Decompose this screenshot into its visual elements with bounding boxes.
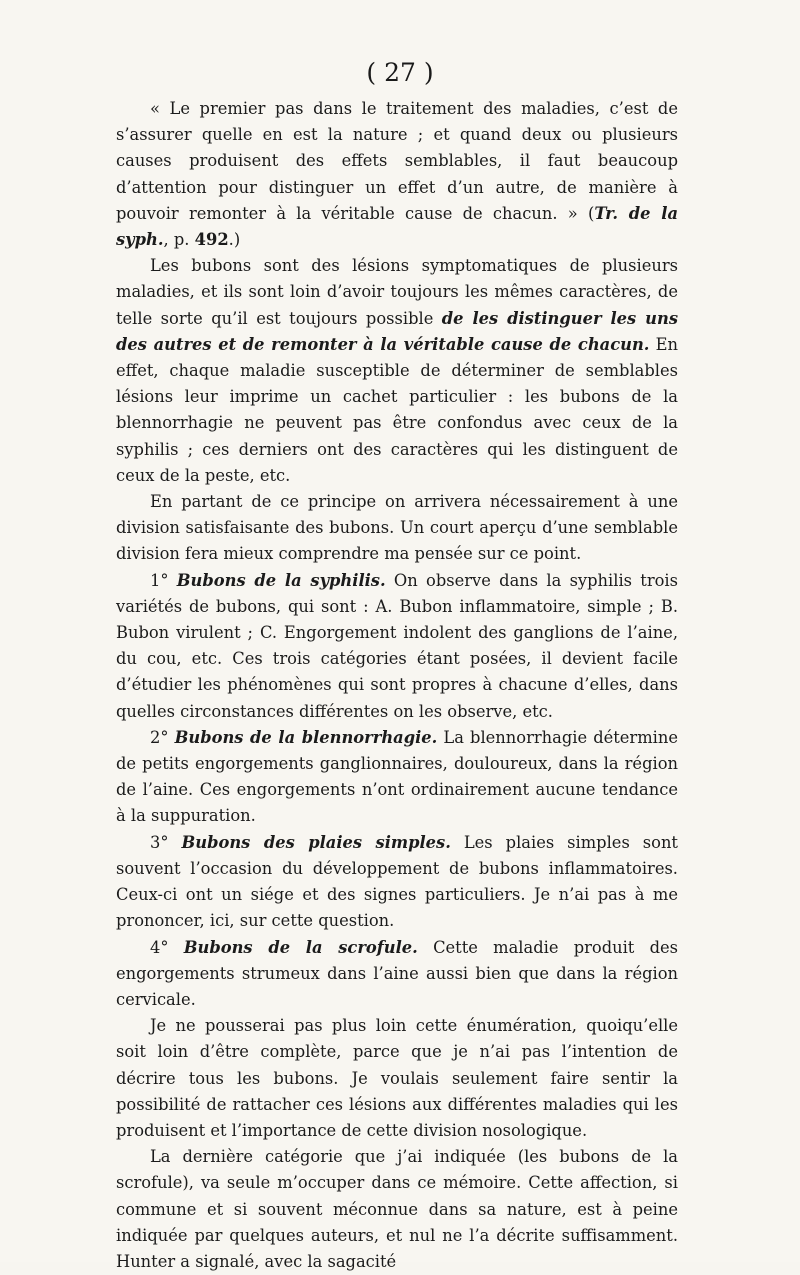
paragraph-division [116, 489, 678, 568]
page-number: ( 27 ) [366, 58, 434, 87]
text-run: « Le premier pas dans le traitement des maladies, c’est de s’assurer quelle en est la nature ; et quand deux ou plusieurs causes produisent des effets semblables, il faut beaucoup d’attention pour distinguer un effet d’un autre, de manière à pouvoir remonter à la véritable cause de chacun. » ( [116, 99, 678, 223]
item-heading: Bubons de la scrofule. [183, 937, 418, 957]
text-run: Les bubons sont des lésions symptomatiques de plusieurs maladies, et ils sont loin d’avoir toujours les mêmes caractères, de telle sorte qu’il est toujours possible [116, 256, 678, 328]
body-text [116, 96, 678, 1275]
item-number: 1° [150, 570, 177, 590]
paragraph-quote [116, 96, 678, 253]
text-run: La blennorrhagie détermine de petits engorgements ganglionnaires, douloureux, dans la région de l’aine. Ces engorgements n’ont ordinairement aucune tendance à la suppuration. [116, 727, 678, 826]
paragraph-enumeration [116, 1013, 678, 1144]
paragraph-item-4 [116, 935, 678, 1014]
text-run: En effet, chaque maladie susceptible de déterminer de semblables lésions leur imprime un cachet particulier : les bubons de la blennorrhagie ne peuvent pas être confondus avec ceux de la syphilis ; ces derniers ont des caractères qui les distinguent de ceux de la peste, etc. [116, 334, 679, 485]
item-number: 2° [150, 727, 175, 747]
text-run: , p. [163, 230, 195, 250]
paragraph-item-2 [116, 725, 678, 830]
item-heading: Bubons des plaies simples. [181, 832, 451, 852]
text-run: La dernière catégorie que j’ai indiquée (les bubons de la scrofule), va seule m’occuper dans ce mémoire. Cette affection, si commune et si souvent méconnue dans sa nature, est à peine indiquée par quelques auteurs, et nul ne l’a décrite suffisamment. Hunter a signalé, avec la sagacité [116, 1147, 678, 1271]
emphasis-text: de les distinguer les uns des autres et de remonter à la véritable cause de chacun. [116, 308, 678, 354]
paragraph-item-1 [116, 568, 678, 725]
item-number: 4° [150, 937, 184, 957]
paragraph-last-category [116, 1144, 678, 1275]
citation-title: Tr. de la syph. [116, 203, 679, 250]
text-run: Cette maladie produit des engorgements strumeux dans l’aine aussi bien que dans la région cervicale. [116, 937, 679, 1009]
text-run: En partant de ce principe on arrivera nécessairement à une division satisfaisante des bubons. Un court aperçu d’une semblable division fera mieux comprendre ma pensée sur ce point. [116, 492, 678, 564]
text-run: .) [228, 230, 241, 250]
paragraph-bubons-intro [116, 253, 678, 489]
item-heading: Bubons de la syphilis. [176, 570, 386, 590]
text-run: Je ne pousserai pas plus loin cette énumération, quoiqu’elle soit loin d’être complète, parce que je n’ai pas l’intention de décrire tous les bubons. Je voulais seulement faire sentir la possibilité de rattacher ces lésions aux différentes maladies qui les produisent et l’importance de cette division nosologique. [116, 1016, 678, 1140]
item-number: 3° [150, 832, 182, 852]
text-run: On observe dans la syphilis trois variétés de bubons, qui sont : A. Bubon inflammatoire, simple ; B. Bubon virulent ; C. Engorgement indolent des ganglions de l’aine, du cou, etc. Ces trois catégories étant posées, il devient facile d’étudier les phénomènes qui sont propres à chacune d’elles, dans quelles circonstances différentes on les observe, etc. [116, 570, 678, 721]
text-run: Les plaies simples sont souvent l’occasion du développement de bubons inflammatoires. Ceux-ci ont un siége et des signes particuliers. Je n’ai pas à me prononcer, ici, sur cette question. [116, 832, 678, 931]
item-heading: Bubons de la blennorrhagie. [174, 727, 438, 747]
paragraph-item-3 [116, 830, 678, 935]
page-reference: 492 [194, 230, 229, 250]
